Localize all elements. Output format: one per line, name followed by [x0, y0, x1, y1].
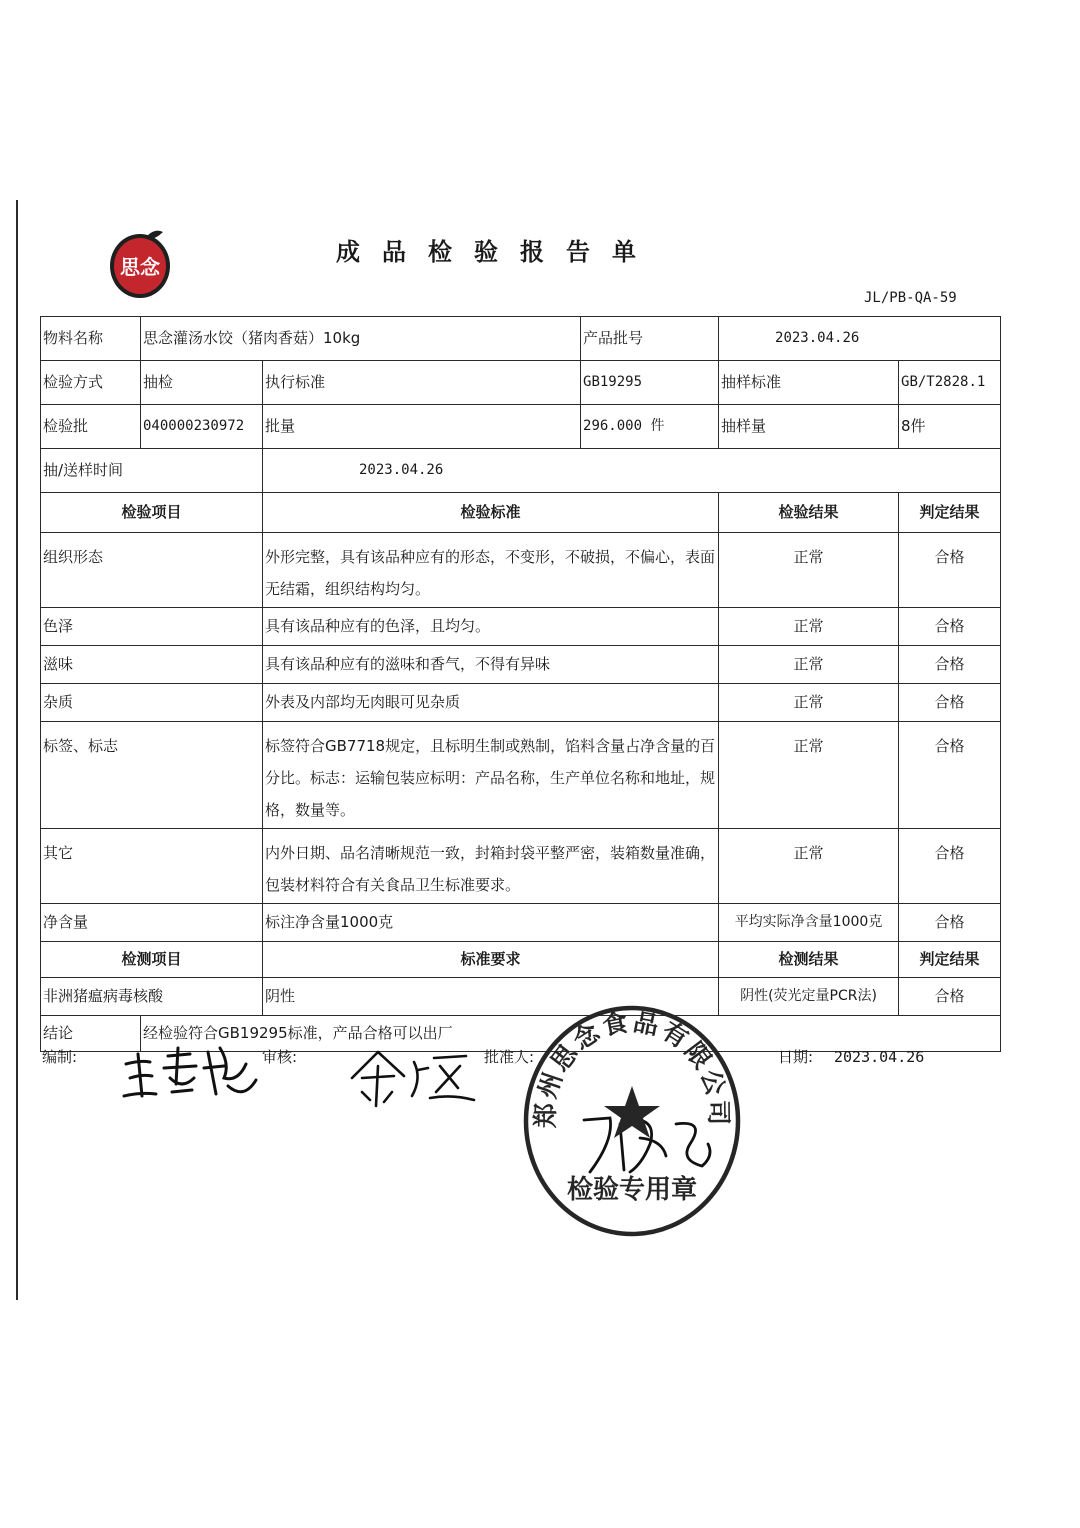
row-material: [41, 317, 1001, 361]
material-value: 思念灌汤水饺（猪肉香菇）10kg: [141, 317, 581, 361]
inspection-standard: 具有该品种应有的色泽，且均匀。: [263, 608, 719, 646]
inspection-verdict: 合格: [899, 904, 1001, 942]
inspection-header-verdict: 判定结果: [899, 493, 1001, 533]
exec-std-label: 执行标准: [263, 361, 581, 405]
lot-size-label: 批量: [263, 405, 581, 449]
inspection-item: 色泽: [41, 608, 263, 646]
batch-no-value: 2023.04.26: [719, 317, 1001, 361]
inspection-standard: 标注净含量1000克: [263, 904, 719, 942]
table-row: [41, 722, 1001, 829]
approve-label: 批准人:: [484, 1048, 535, 1066]
method-label: 检验方式: [41, 361, 141, 405]
inspection-header-row: [41, 493, 1001, 533]
testing-verdict: 合格: [899, 978, 1001, 1016]
conclusion-label: 结论: [41, 1016, 141, 1052]
inspect-batch-value: 040000230972: [141, 405, 263, 449]
inspection-verdict: 合格: [899, 608, 1001, 646]
inspection-verdict: 合格: [899, 684, 1001, 722]
inspection-result: 正常: [719, 829, 899, 904]
inspection-report-table: [40, 316, 1001, 1052]
inspection-item: 滋味: [41, 646, 263, 684]
inspection-seal: [520, 1002, 744, 1240]
sample-size-value: 8件: [899, 405, 1001, 449]
inspection-standard: 标签符合GB7718规定，且标明生制或熟制，馅料含量占净含量的百分比。标志：运输包装应标明：产品名称，生产单位名称和地址，规格，数量等。: [263, 722, 719, 829]
sampling-std-label: 抽样标准: [719, 361, 899, 405]
lot-size-value: 296.000 件: [581, 405, 719, 449]
testing-header-verdict: 判定结果: [899, 942, 1001, 978]
inspection-item: 组织形态: [41, 533, 263, 608]
inspection-verdict: 合格: [899, 533, 1001, 608]
review-label: 审核:: [262, 1048, 298, 1066]
inspection-verdict: 合格: [899, 829, 1001, 904]
date-value: 2023.04.26: [834, 1048, 925, 1066]
testing-item: 非洲猪瘟病毒核酸: [41, 978, 263, 1016]
company-logo: [107, 226, 173, 300]
table-row: [41, 904, 1001, 942]
testing-header-result: 检测结果: [719, 942, 899, 978]
material-label: 物料名称: [41, 317, 141, 361]
sample-time-label: 抽/送样时间: [41, 449, 263, 493]
inspection-header-item: 检验项目: [41, 493, 263, 533]
table-row: [41, 608, 1001, 646]
exec-std-value: GB19295: [581, 361, 719, 405]
star-icon: [604, 1086, 660, 1138]
sample-time-value: 2023.04.26: [263, 449, 1001, 493]
table-row: [41, 533, 1001, 608]
batch-no-label: 产品批号: [581, 317, 719, 361]
table-row: [41, 684, 1001, 722]
inspection-result: 正常: [719, 608, 899, 646]
date-label: 日期:: [778, 1048, 814, 1066]
review-signature: [348, 1048, 478, 1110]
inspection-result: 正常: [719, 684, 899, 722]
table-row: [41, 646, 1001, 684]
seal-ring-text: 郑州思念食品有限公司: [530, 1007, 734, 1129]
inspection-result: 平均实际净含量1000克: [719, 904, 899, 942]
inspection-header-standard: 检验标准: [263, 493, 719, 533]
conclusion-text: 经检验符合GB19295标准，产品合格可以出厂: [141, 1016, 1001, 1052]
inspection-standard: 外形完整，具有该品种应有的形态，不变形，不破损，不偏心，表面无结霜，组织结构均匀。: [263, 533, 719, 608]
testing-header-row: [41, 942, 1001, 978]
row-sample-time: [41, 449, 1001, 493]
inspection-verdict: 合格: [899, 722, 1001, 829]
inspection-verdict: 合格: [899, 646, 1001, 684]
report-title: 成品检验报告单: [336, 237, 658, 266]
testing-header-standard: 标准要求: [263, 942, 719, 978]
inspect-batch-label: 检验批: [41, 405, 141, 449]
inspection-result: 正常: [719, 646, 899, 684]
inspection-result: 正常: [719, 533, 899, 608]
sample-size-label: 抽样量: [719, 405, 899, 449]
method-value: 抽检: [141, 361, 263, 405]
inspection-standard: 具有该品种应有的滋味和香气，不得有异味: [263, 646, 719, 684]
document-code: JL/PB-QA-59: [864, 290, 957, 306]
scan-edge: [16, 200, 18, 1300]
testing-header-item: 检测项目: [41, 942, 263, 978]
seal-bottom-text: 检验专用章: [566, 1175, 698, 1205]
inspection-item: 杂质: [41, 684, 263, 722]
testing-standard: 阴性: [263, 978, 719, 1016]
testing-result: 阴性(荧光定量PCR法): [719, 978, 899, 1016]
inspection-standard: 内外日期、品名清晰规范一致，封箱封袋平整严密，装箱数量准确，包装材料符合有关食品卫生标准要求。: [263, 829, 719, 904]
logo-text: 思念: [120, 255, 160, 279]
compiled-label: 编制:: [42, 1048, 78, 1066]
compiled-signature: [120, 1034, 260, 1104]
inspection-item: 其它: [41, 829, 263, 904]
sampling-std-value: GB/T2828.1: [899, 361, 1001, 405]
inspection-standard: 外表及内部均无肉眼可见杂质: [263, 684, 719, 722]
row-batch: [41, 405, 1001, 449]
inspection-item: 净含量: [41, 904, 263, 942]
inspection-result: 正常: [719, 722, 899, 829]
inspection-item: 标签、标志: [41, 722, 263, 829]
inspection-header-result: 检验结果: [719, 493, 899, 533]
table-row: [41, 829, 1001, 904]
row-method: [41, 361, 1001, 405]
